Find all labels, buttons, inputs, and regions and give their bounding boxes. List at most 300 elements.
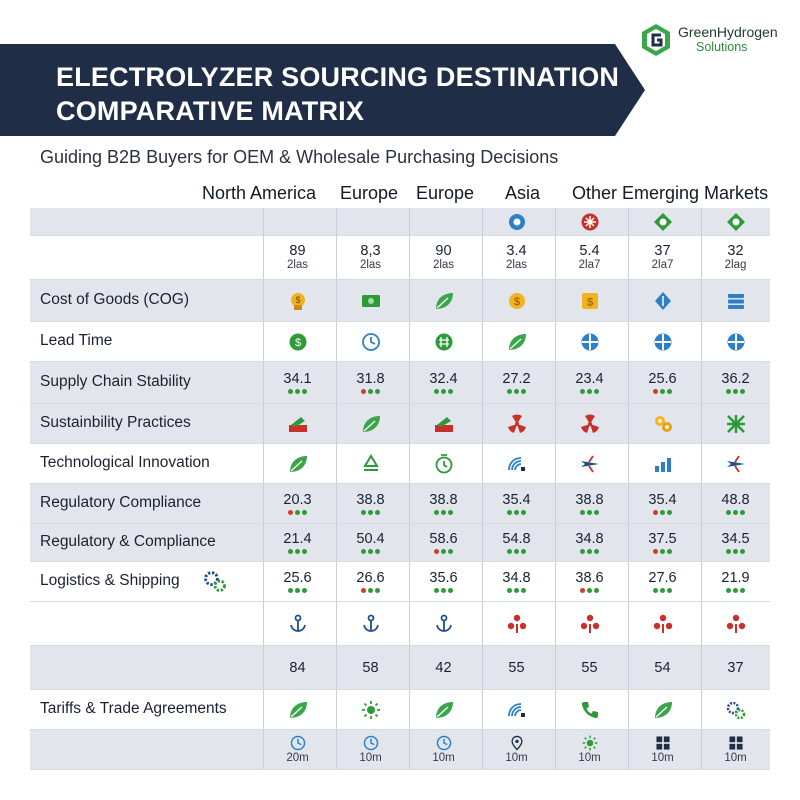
green-rating-dot (441, 549, 446, 554)
gears-icon (202, 568, 228, 594)
green-rating-dot (740, 510, 745, 515)
cell-value: 38.8 (429, 492, 458, 508)
table-cell (628, 280, 697, 321)
table-cell (263, 444, 332, 483)
table-cell (409, 362, 478, 403)
green-rating-dot (507, 510, 512, 515)
green-rating-dot (521, 389, 526, 394)
rating-dots (507, 510, 526, 515)
green-rating-dot (660, 549, 665, 554)
table-cell (701, 690, 770, 729)
cell-subvalue: 10m (505, 752, 528, 764)
green-rating-dot (434, 588, 439, 593)
table-row (30, 322, 770, 362)
rating-dots (507, 588, 526, 593)
dollar-circle-icon (287, 331, 309, 353)
clock-icon (289, 734, 307, 752)
page-title-line-2: COMPARATIVE MATRIX (56, 96, 365, 126)
green-rating-dot (302, 588, 307, 593)
table-cell (263, 562, 332, 601)
table-cell (701, 730, 770, 769)
green-rating-dot (733, 389, 738, 394)
green-rating-dot (507, 549, 512, 554)
table-cell (482, 484, 551, 523)
green-rating-dot (653, 588, 658, 593)
green-rating-dot (302, 510, 307, 515)
cell-subvalue: 2la7 (578, 259, 601, 271)
cell-value: 27.6 (648, 570, 677, 586)
title-banner (0, 44, 645, 136)
brand-name: GreenHydrogen (678, 24, 778, 40)
grid-icon (654, 734, 672, 752)
green-rating-dot (580, 389, 585, 394)
cell-value: 50.4 (356, 531, 385, 547)
cell-value: 34.8 (502, 570, 531, 586)
table-cell (482, 562, 551, 601)
column-header-europe-2: Europe (416, 183, 475, 203)
red-rating-dot (434, 549, 439, 554)
green-rating-dot (580, 510, 585, 515)
table-cell (263, 646, 332, 689)
cell-subvalue: 2las (286, 259, 309, 271)
green-rating-dot (514, 588, 519, 593)
cell-value: 25.6 (283, 570, 312, 586)
table-cell (555, 602, 624, 645)
cell-value: 84 (289, 659, 306, 676)
column-header-other-emerging-markets: Other Emerging Markets (572, 183, 769, 203)
rating-dots (580, 389, 599, 394)
table-cell (628, 646, 697, 689)
table-cell (701, 404, 770, 443)
green-rating-dot (368, 588, 373, 593)
cell-value: 5.4 (579, 243, 600, 259)
green-rating-dot (660, 588, 665, 593)
cell-value: 34.8 (575, 531, 604, 547)
green-rating-dot (295, 510, 300, 515)
red-rating-dot (653, 389, 658, 394)
svg-text:$: $ (294, 336, 301, 349)
table-cell (409, 208, 478, 235)
table-cell (555, 690, 624, 729)
green-rating-dot (580, 549, 585, 554)
rating-dots (653, 510, 672, 515)
table-cell (336, 208, 405, 235)
plane-icon (579, 453, 601, 475)
green-g-hexagon-icon (640, 23, 672, 57)
cell-value: 23.4 (575, 371, 604, 387)
green-rating-dot (594, 588, 599, 593)
table-cell (263, 322, 332, 361)
cell-value: 21.4 (283, 531, 312, 547)
red-flower-icon (506, 613, 528, 635)
table-cell (555, 646, 624, 689)
comparison-matrix (30, 208, 770, 770)
table-cell (263, 236, 332, 279)
green-rating-dot (667, 389, 672, 394)
rating-dots (580, 588, 599, 593)
rating-dots (434, 510, 453, 515)
row-label: Cost of Goods (COG) (40, 291, 190, 308)
cell-value: 27.2 (502, 371, 531, 387)
blue-diamond-icon (652, 290, 674, 312)
cell-subvalue: 2las (359, 259, 382, 271)
rating-dots (288, 588, 307, 593)
table-cell (555, 524, 624, 561)
table-cell (628, 524, 697, 561)
sun-icon (360, 699, 382, 721)
cell-subvalue: 2las (505, 259, 528, 271)
clock-icon (360, 331, 382, 353)
green-rating-dot (375, 588, 380, 593)
row-label: Technological Innovation (40, 454, 210, 471)
table-cell (701, 602, 770, 645)
green-rating-dot (726, 549, 731, 554)
table-cell (628, 236, 697, 279)
grid-icon (727, 734, 745, 752)
green-rating-dot (434, 389, 439, 394)
blue-cross-icon (579, 331, 601, 353)
rating-dots (580, 510, 599, 515)
row-label: Lead Time (40, 332, 113, 349)
pin-icon (508, 734, 526, 752)
table-cell (555, 362, 624, 403)
anchor-icon (360, 613, 382, 635)
cell-subvalue: 10m (578, 752, 601, 764)
rating-dots (726, 389, 745, 394)
table-cell (555, 444, 624, 483)
rating-dots (361, 549, 380, 554)
table-cell (701, 646, 770, 689)
red-rating-dot (361, 389, 366, 394)
green-rating-dot (361, 549, 366, 554)
rating-dots (434, 389, 453, 394)
table-row (30, 280, 770, 322)
table-cell (482, 322, 551, 361)
green-rating-dot (441, 510, 446, 515)
cell-subvalue: 2las (432, 259, 455, 271)
signal-icon (506, 699, 528, 721)
cell-value: 37 (727, 659, 744, 676)
table-cell (409, 690, 478, 729)
coin-icon (506, 290, 528, 312)
green-rating-dot (733, 549, 738, 554)
table-cell (336, 602, 405, 645)
table-cell (555, 322, 624, 361)
row-label: Regulatory Compliance (40, 494, 202, 511)
rating-dots (361, 510, 380, 515)
green-rating-dot (448, 549, 453, 554)
green-rating-dot (434, 510, 439, 515)
cell-value: 35.4 (648, 492, 677, 508)
rating-dots (653, 588, 672, 593)
cell-value: 25.6 (648, 371, 677, 387)
green-rating-dot (726, 389, 731, 394)
table-cell (628, 484, 697, 523)
table-cell (628, 730, 697, 769)
green-rating-dot (302, 389, 307, 394)
table-cell (701, 524, 770, 561)
red-flower-icon (652, 613, 674, 635)
red-hazard-icon (506, 413, 528, 435)
table-cell (336, 646, 405, 689)
cell-subvalue: 20m (286, 752, 309, 764)
cell-subvalue: 10m (651, 752, 674, 764)
red-circle-icon (579, 211, 601, 233)
table-cell (409, 730, 478, 769)
table-cell (628, 690, 697, 729)
green-rating-dot (295, 588, 300, 593)
red-rating-dot (288, 510, 293, 515)
table-cell (482, 208, 551, 235)
table-cell (482, 280, 551, 321)
green-rating-dot (521, 510, 526, 515)
table-cell (263, 484, 332, 523)
plane-icon (725, 453, 747, 475)
svg-text:$: $ (513, 295, 520, 308)
cell-value: 35.4 (502, 492, 531, 508)
factory-icon (287, 413, 309, 435)
table-cell (628, 602, 697, 645)
green-rating-dot (726, 588, 731, 593)
table-cell (263, 362, 332, 403)
rating-dots (726, 549, 745, 554)
green-rating-dot (288, 389, 293, 394)
green-rating-dot (448, 389, 453, 394)
green-rating-dot (375, 389, 380, 394)
table-cell (336, 404, 405, 443)
green-rating-dot (295, 549, 300, 554)
cell-value: 90 (435, 243, 452, 259)
red-rating-dot (580, 588, 585, 593)
green-rating-dot (368, 389, 373, 394)
cell-value: 32 (727, 243, 744, 259)
cell-subvalue: 10m (359, 752, 382, 764)
table-cell (263, 730, 332, 769)
table-cell (336, 362, 405, 403)
green-rating-dot (368, 549, 373, 554)
leaf-icon (433, 699, 455, 721)
row-label: Supply Chain Stability (40, 373, 191, 390)
table-cell (409, 322, 478, 361)
table-cell (555, 208, 624, 235)
rating-dots (726, 588, 745, 593)
rating-dots (288, 510, 307, 515)
rating-dots (434, 549, 453, 554)
cell-value: 89 (289, 243, 306, 259)
table-cell (555, 280, 624, 321)
table-cell (409, 524, 478, 561)
column-header-north-america: North America (202, 183, 317, 203)
table-cell (409, 484, 478, 523)
svg-text:$: $ (586, 296, 593, 308)
table-cell (409, 562, 478, 601)
cell-value: 58 (362, 659, 379, 676)
table-row (30, 562, 770, 602)
green-rating-dot (660, 510, 665, 515)
green-rating-dot (594, 389, 599, 394)
table-cell (409, 280, 478, 321)
row-label: Logistics & Shipping (40, 572, 180, 589)
table-cell (628, 562, 697, 601)
gears-icon (725, 699, 747, 721)
rating-dots (653, 549, 672, 554)
table-row (30, 602, 770, 646)
green-rating-dot (507, 389, 512, 394)
green-rating-dot (587, 510, 592, 515)
green-rating-dot (587, 588, 592, 593)
table-cell (336, 524, 405, 561)
table-cell (482, 646, 551, 689)
stack-icon (725, 290, 747, 312)
table-cell (701, 280, 770, 321)
table-row (30, 404, 770, 444)
table-cell (628, 322, 697, 361)
rating-dots (361, 389, 380, 394)
table-cell (482, 602, 551, 645)
cell-value: 32.4 (429, 371, 458, 387)
table-cell (336, 444, 405, 483)
table-row (30, 208, 770, 236)
cell-value: 31.8 (356, 371, 385, 387)
leaf-icon (652, 699, 674, 721)
table-cell (263, 280, 332, 321)
table-cell (482, 404, 551, 443)
table-cell (628, 444, 697, 483)
blue-cross-icon (652, 331, 674, 353)
column-header-asia: Asia (505, 183, 541, 203)
red-rating-dot (653, 549, 658, 554)
rating-dots (726, 510, 745, 515)
table-cell (336, 484, 405, 523)
leaf-icon (433, 290, 455, 312)
dollar-square-icon (579, 290, 601, 312)
table-row (30, 524, 770, 562)
green-rating-dot (441, 588, 446, 593)
table-row (30, 236, 770, 280)
row-label: Tariffs & Trade Agreements (40, 700, 227, 717)
cell-value: 26.6 (356, 570, 385, 586)
table-cell (263, 690, 332, 729)
cell-value: 38.8 (575, 492, 604, 508)
cell-subvalue: 2la7 (651, 259, 674, 271)
green-rating-dot (514, 510, 519, 515)
green-rating-dot (448, 510, 453, 515)
table-cell (482, 362, 551, 403)
table-cell (701, 208, 770, 235)
cell-value: 55 (581, 659, 598, 676)
green-diamond-icon (725, 211, 747, 233)
phone-icon (579, 699, 601, 721)
table-cell (409, 404, 478, 443)
cell-value: 20.3 (283, 492, 312, 508)
green-rating-dot (667, 510, 672, 515)
timer-icon (433, 453, 455, 475)
blue-cross-icon (725, 331, 747, 353)
rating-dots (288, 389, 307, 394)
red-flower-icon (725, 613, 747, 635)
table-cell (701, 236, 770, 279)
green-rating-dot (448, 588, 453, 593)
rating-dots (653, 389, 672, 394)
cell-value: 37 (654, 243, 671, 259)
green-rating-dot (667, 549, 672, 554)
cell-value: 38.8 (356, 492, 385, 508)
green-rating-dot (660, 389, 665, 394)
sun-icon (581, 734, 599, 752)
cell-value: 48.8 (721, 492, 750, 508)
table-row (30, 646, 770, 690)
cell-value: 8,3 (360, 243, 381, 259)
table-cell (555, 484, 624, 523)
rating-dots (361, 588, 380, 593)
cell-value: 21.9 (721, 570, 750, 586)
table-cell (482, 690, 551, 729)
cell-value: 35.6 (429, 570, 458, 586)
recycle-icon (360, 453, 382, 475)
table-cell (555, 404, 624, 443)
table-cell (336, 322, 405, 361)
rating-dots (434, 588, 453, 593)
red-rating-dot (361, 588, 366, 593)
green-rating-dot (594, 549, 599, 554)
red-flower-icon (579, 613, 601, 635)
green-rating-dot (733, 588, 738, 593)
table-cell (336, 562, 405, 601)
column-header-europe: Europe (340, 183, 399, 203)
table-cell (482, 444, 551, 483)
green-rating-dot (368, 510, 373, 515)
table-cell (482, 236, 551, 279)
green-rating-dot (587, 389, 592, 394)
brand-logo (640, 20, 800, 60)
green-rating-dot (726, 510, 731, 515)
coins-icon (652, 413, 674, 435)
cell-subvalue: 2lag (724, 259, 747, 271)
red-rating-dot (653, 510, 658, 515)
leaf-icon (506, 331, 528, 353)
green-rating-dot (740, 549, 745, 554)
rating-dots (507, 389, 526, 394)
table-row (30, 444, 770, 484)
signal-icon (506, 453, 528, 475)
green-rating-dot (667, 588, 672, 593)
row-label: Regulatory & Compliance (40, 533, 216, 550)
anchor-icon (433, 613, 455, 635)
cell-value: 3.4 (506, 243, 527, 259)
green-rating-dot (514, 389, 519, 394)
page-subtitle: Guiding B2B Buyers for OEM & Wholesale Purchasing Decisions (40, 147, 559, 167)
cell-value: 38.6 (575, 570, 604, 586)
table-cell (336, 730, 405, 769)
table-cell (336, 690, 405, 729)
green-rating-dot (375, 510, 380, 515)
green-rating-dot (288, 549, 293, 554)
table-cell (701, 362, 770, 403)
clock-icon (362, 734, 380, 752)
rating-dots (288, 549, 307, 554)
cell-value: 55 (508, 659, 525, 676)
green-rating-dot (295, 389, 300, 394)
svg-text:$: $ (294, 294, 301, 305)
green-rating-dot (521, 588, 526, 593)
table-cell (263, 404, 332, 443)
table-cell (409, 602, 478, 645)
table-row (30, 730, 770, 770)
table-cell (701, 444, 770, 483)
green-rating-dot (361, 510, 366, 515)
cash-icon (360, 290, 382, 312)
green-rating-dot (740, 389, 745, 394)
